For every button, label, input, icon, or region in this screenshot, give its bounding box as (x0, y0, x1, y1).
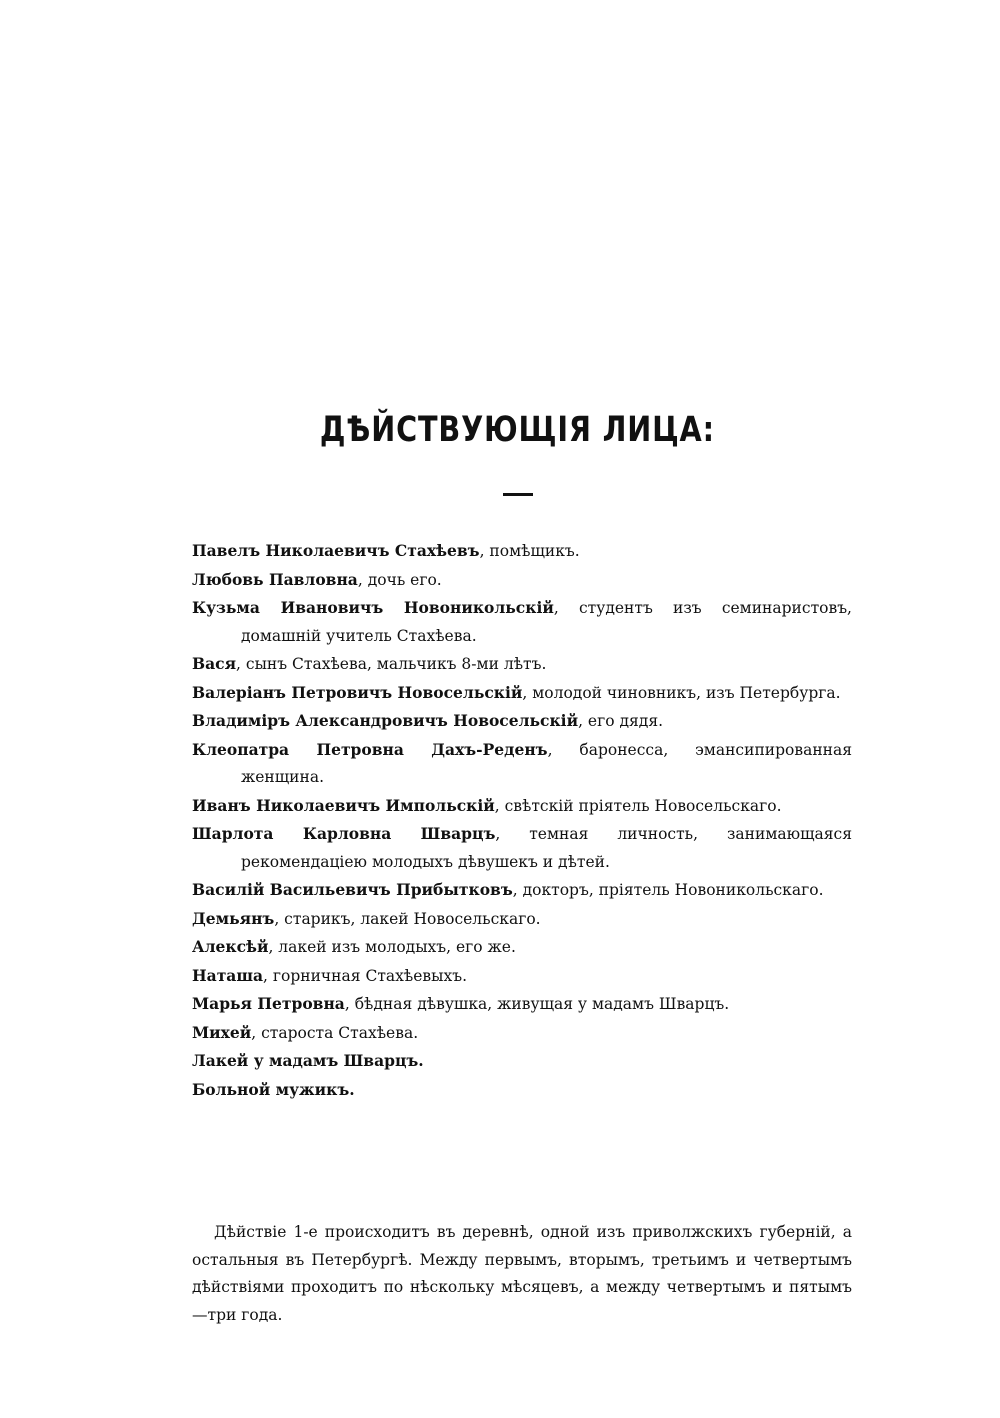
cast-entry (192, 707, 852, 736)
character-description: , докторъ, пріятель Новоникольскаго. (512, 881, 824, 899)
cast-entry (192, 990, 852, 1019)
character-name: Любовь Павловна (192, 569, 358, 589)
character-name: Алексѣй (192, 937, 269, 956)
character-name: Шарлота Карловна Шварцъ (192, 824, 496, 843)
character-name: Больной мужикъ. (192, 1079, 355, 1099)
character-description: , лакей изъ молодыхъ, его же. (268, 938, 516, 956)
character-name: Лакей у мадамъ Шварцъ. (192, 1051, 424, 1070)
cast-entry (192, 1019, 852, 1048)
cast-entry (192, 820, 852, 876)
character-name: Клеопатра Петровна Дахъ-Реденъ (192, 739, 548, 759)
character-description: , староста Стахѣева. (251, 1023, 419, 1042)
character-name: Павелъ Николаевичъ Стахѣевъ (192, 541, 480, 560)
page-title: ДѢЙСТВУЮЩІЯ ЛИЦА: (319, 410, 715, 450)
character-name: Демьянъ (192, 908, 275, 928)
character-description: , баронесса, эмансипированная женщина. (241, 740, 853, 786)
character-description: , горничная Стахѣевыхъ. (263, 966, 467, 985)
setting-note: Дѣйствіе 1-е происходитъ въ деревнѣ, одной изъ приволжскихъ губерній, а остальныя въ Петербургѣ. Между первымъ, вторымъ, третьимъ и четвертымъ дѣйствіями проходитъ по нѣскольку мѣсяцевъ, а между четвертымъ и пятымъ—три года. (192, 1223, 852, 1324)
title-divider (503, 493, 533, 496)
character-name: Валеріанъ Петровичъ Новосельскій (192, 682, 523, 702)
cast-entry (192, 537, 852, 566)
cast-list (192, 537, 852, 1104)
character-description: , дочь его. (357, 570, 442, 589)
character-description: , его дядя. (578, 712, 664, 730)
character-description: , помѣщикъ. (479, 542, 580, 560)
character-description: , молодой чиновникъ, изъ Петербурга. (522, 683, 841, 702)
character-name: Михей (192, 1022, 252, 1042)
character-name: Вася (192, 654, 237, 673)
cast-entry (192, 905, 852, 934)
character-name: Кузьма Ивановичъ Новоникольскій (192, 598, 554, 617)
character-description: , свѣтскій пріятель Новосельскаго. (494, 796, 782, 815)
cast-entry (192, 679, 852, 708)
character-description: , старикъ, лакей Новосельскаго. (274, 909, 541, 928)
cast-entry (192, 876, 852, 905)
character-description: , сынъ Стахѣева, мальчикъ 8-ми лѣтъ. (236, 655, 547, 673)
cast-entry (192, 792, 852, 821)
cast-entry (192, 736, 852, 792)
cast-entry (192, 1076, 852, 1105)
cast-entry (192, 566, 852, 595)
character-description: , бѣдная дѣвушка, живущая у мадамъ Шварцъ. (344, 995, 730, 1013)
cast-entry (192, 1047, 852, 1076)
cast-entry (192, 962, 852, 991)
character-description: , темная личность, занимающаяся рекомендаціею молодыхъ дѣвушекъ и дѣтей. (241, 825, 853, 871)
character-name: Наташа (192, 965, 264, 985)
character-name: Василій Васильевичъ Прибытковъ (192, 880, 513, 899)
character-name: Марья Петровна (192, 994, 345, 1013)
cast-entry (192, 650, 852, 679)
character-description: , студентъ изъ семинаристовъ, домашній учитель Стахѣева. (241, 599, 852, 645)
cast-entry (192, 933, 852, 962)
cast-entry (192, 594, 852, 650)
character-name: Владиміръ Александровичъ Новосельскій (192, 711, 579, 730)
character-name: Иванъ Николаевичъ Импольскій (192, 795, 495, 815)
